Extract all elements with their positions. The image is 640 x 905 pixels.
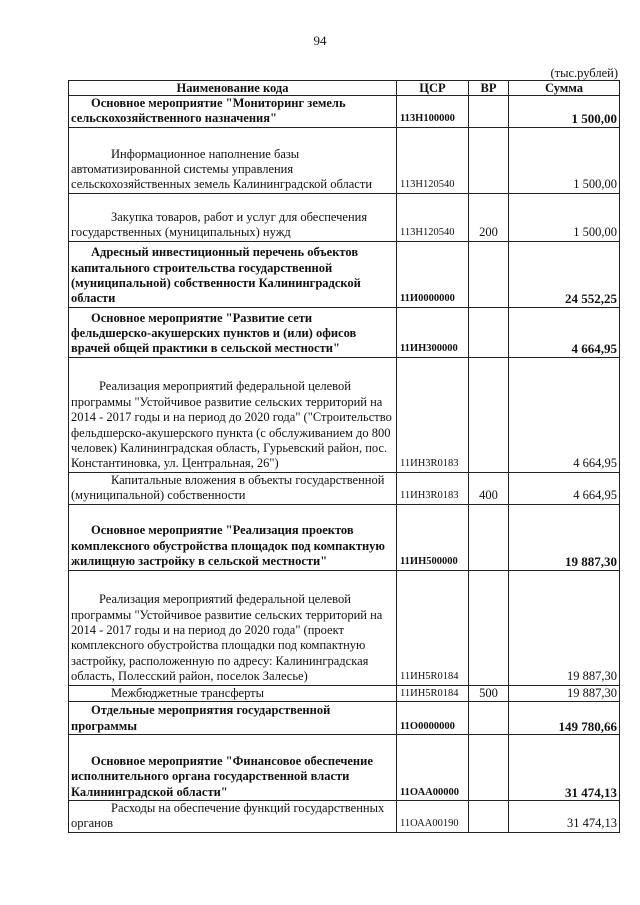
row-name: Закупка товаров, работ и услуг для обеспечения государственных (муниципальных) нужд xyxy=(69,193,397,241)
table-header-row xyxy=(69,81,620,96)
row-vr xyxy=(469,702,509,735)
row-vr: 400 xyxy=(469,472,509,504)
table-row xyxy=(69,735,620,801)
row-csr: 11ИН500000 xyxy=(397,504,469,570)
row-sum: 31 474,13 xyxy=(509,801,620,833)
table-row xyxy=(69,357,620,472)
row-csr: 11О0000000 xyxy=(397,702,469,735)
row-csr: 11ОАА00000 xyxy=(397,735,469,801)
table-row xyxy=(69,801,620,833)
row-name: Расходы на обеспечение функций государственных органов xyxy=(69,801,397,833)
table-row xyxy=(69,127,620,193)
row-csr: 11ИН3R0183 xyxy=(397,472,469,504)
header-vr: ВР xyxy=(469,81,509,96)
row-csr: 11ИН3R0183 xyxy=(397,357,469,472)
table-row xyxy=(69,241,620,307)
header-sum: Сумма xyxy=(509,81,620,96)
row-sum: 1 500,00 xyxy=(509,96,620,128)
row-sum: 19 887,30 xyxy=(509,570,620,685)
row-sum: 31 474,13 xyxy=(509,735,620,801)
row-vr xyxy=(469,504,509,570)
row-csr: 113Н100000 xyxy=(397,96,469,128)
header-name: Наименование кода xyxy=(69,81,397,96)
row-sum: 149 780,66 xyxy=(509,702,620,735)
row-csr: 11И0000000 xyxy=(397,241,469,307)
row-vr xyxy=(469,570,509,685)
table-row xyxy=(69,472,620,504)
row-sum: 4 664,95 xyxy=(509,357,620,472)
row-vr xyxy=(469,96,509,128)
table-row xyxy=(69,96,620,128)
row-sum: 1 500,00 xyxy=(509,127,620,193)
row-name: Основное мероприятие "Мониторинг земель сельскохозяйственного назначения" xyxy=(69,96,397,128)
row-csr: 11ОАА00190 xyxy=(397,801,469,833)
row-sum: 1 500,00 xyxy=(509,193,620,241)
table-row xyxy=(69,307,620,357)
row-vr xyxy=(469,801,509,833)
budget-table xyxy=(68,80,620,833)
row-sum: 19 887,30 xyxy=(509,504,620,570)
row-csr: 11ИН300000 xyxy=(397,307,469,357)
units-label: (тыс.рублей) xyxy=(550,66,618,80)
row-csr: 113Н120540 xyxy=(397,193,469,241)
row-vr xyxy=(469,241,509,307)
row-vr xyxy=(469,735,509,801)
row-name: Основное мероприятие "Финансовое обеспечение исполнительного органа государственной власти Калининградской области" xyxy=(69,735,397,801)
row-vr xyxy=(469,127,509,193)
row-vr: 500 xyxy=(469,685,509,701)
row-csr: 113Н120540 xyxy=(397,127,469,193)
row-name: Отдельные мероприятия государственной программы xyxy=(69,702,397,735)
row-name: Информационное наполнение базы автоматизированной системы управления сельскохозяйственных земель Калининградской области xyxy=(69,127,397,193)
row-name: Межбюджетные трансферты xyxy=(69,685,397,701)
row-sum: 24 552,25 xyxy=(509,241,620,307)
row-vr xyxy=(469,307,509,357)
row-name: Основное мероприятие "Развитие сети фельдшерско-акушерских пунктов и (или) офисов врачей общей практики в сельской местности" xyxy=(69,307,397,357)
row-sum: 19 887,30 xyxy=(509,685,620,701)
row-sum: 4 664,95 xyxy=(509,307,620,357)
header-csr: ЦСР xyxy=(397,81,469,96)
row-name: Адресный инвестиционный перечень объектов капитального строительства государственной (муниципальной) собственности Калининградской области xyxy=(69,241,397,307)
page-number: 94 xyxy=(313,33,327,48)
table-row xyxy=(69,193,620,241)
row-sum: 4 664,95 xyxy=(509,472,620,504)
row-vr xyxy=(469,357,509,472)
row-name: Реализация мероприятий федеральной целевой программы "Устойчивое развитие сельских территорий на 2014 - 2017 годы и на период до 2020 года" ("Строительство фельдшерско-акушерского пункта (с обслуживанием до 800 человек) Калининградская область, Гурьевский район, пос. Константиновка, ул. Центральная, 26") xyxy=(69,357,397,472)
row-name: Капитальные вложения в объекты государственной (муниципальной) собственности xyxy=(69,472,397,504)
table-row xyxy=(69,504,620,570)
table-row xyxy=(69,702,620,735)
row-vr: 200 xyxy=(469,193,509,241)
table-row xyxy=(69,570,620,685)
row-csr: 11ИН5R0184 xyxy=(397,570,469,685)
row-name: Основное мероприятие "Реализация проектов комплексного обустройства площадок под компактную жилищную застройку в сельской местности" xyxy=(69,504,397,570)
table-row xyxy=(69,685,620,701)
row-csr: 11ИН5R0184 xyxy=(397,685,469,701)
row-name: Реализация мероприятий федеральной целевой программы "Устойчивое развитие сельских территорий на 2014 - 2017 годы и на период до 2020 года" (проект комплексного обустройства площадки под компактную застройку, расположенную по адресу: Калининградская область, Полесский район, поселок Залесье) xyxy=(69,570,397,685)
